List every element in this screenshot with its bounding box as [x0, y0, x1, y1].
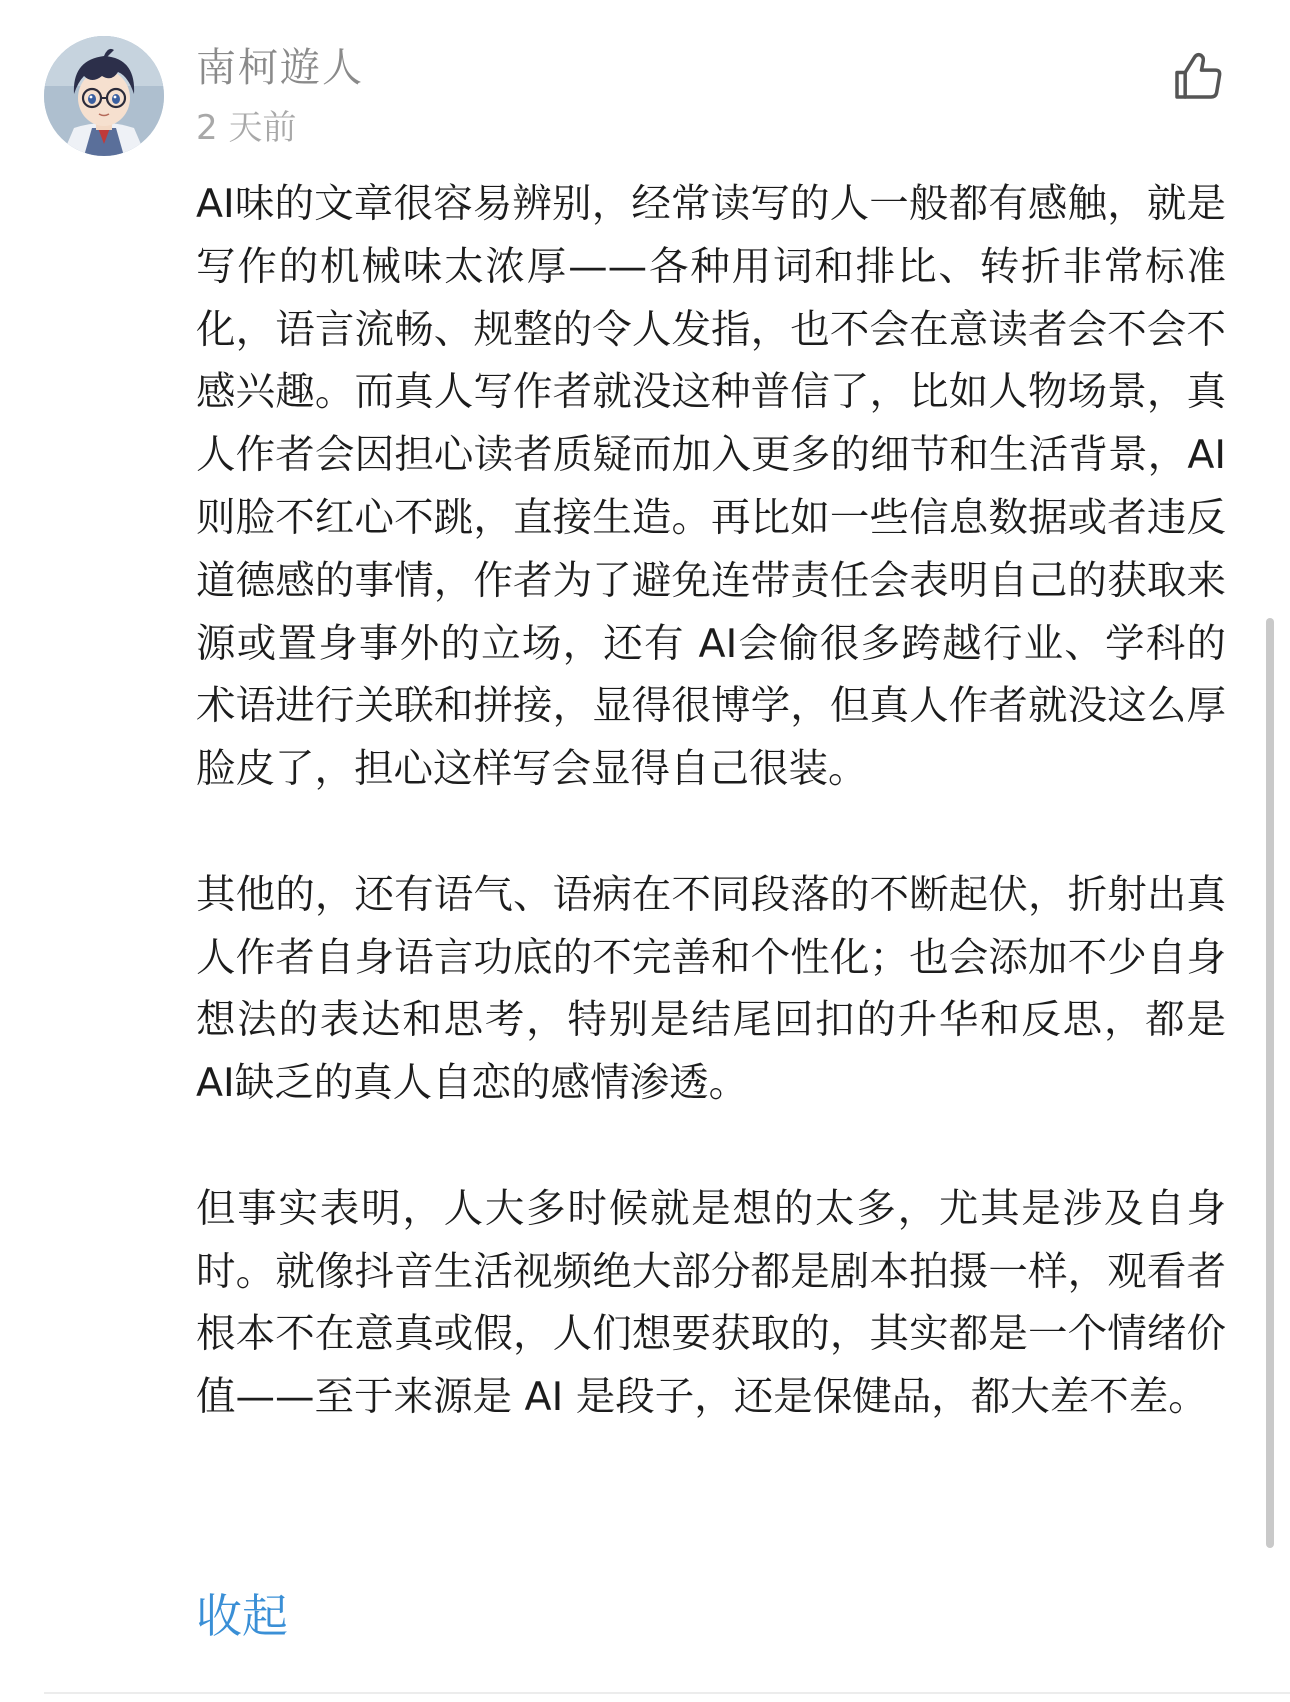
comment-paragraph: 但事实表明，人大多时候就是想的太多，尤其是涉及自身时。就像抖音生活视频绝大部分都是剧本拍摄一样，观看者根本不在意真或假，人们想要获取的，其实都是一个情绪价值——至于来源是 AI 是段子，还是保健品，都大差不差。	[196, 1185, 1226, 1421]
comment-paragraph: 其他的，还有语气、语病在不同段落的不断起伏，折射出真人作者自身语言功底的不完善和个性化；也会添加不少自身想法的表达和思考，特别是结尾回扣的升华和反思，都是 AI缺乏的真人自恋的感情渗透。	[196, 871, 1226, 1107]
like-button[interactable]	[1170, 48, 1226, 104]
divider	[44, 1692, 1290, 1694]
anime-boy-with-glasses-avatar	[44, 36, 164, 156]
scrollbar[interactable]	[1266, 618, 1274, 1548]
avatar[interactable]	[44, 36, 164, 156]
username[interactable]: 南柯遊人	[196, 45, 364, 91]
comment-paragraph: AI味的文章很容易辨别，经常读写的人一般都有感触，就是写作的机械味太浓厚——各种用词和排比、转折非常标准化，语言流畅、规整的令人发指，也不会在意读者会不会不感兴趣。而真人写作者就没这种普信了，比如人物场景，真人作者会因担心读者质疑而加入更多的细节和生活背景，AI则脸不红心不跳，直接生造。再比如一些信息数据或者违反道德感的事情，作者为了避免连带责任会表明自己的获取来源或置身事外的立场，还有 AI会偷很多跨越行业、学科的术语进行关联和拼接，显得很博学，但真人作者就没这么厚脸皮了，担心这样写会显得自己很装。	[196, 181, 1226, 793]
comment-body	[196, 173, 1226, 1429]
thumbs-up-icon	[1170, 48, 1226, 104]
timestamp: 2 天前	[196, 108, 297, 148]
collapse-link[interactable]: 收起	[196, 1589, 288, 1643]
